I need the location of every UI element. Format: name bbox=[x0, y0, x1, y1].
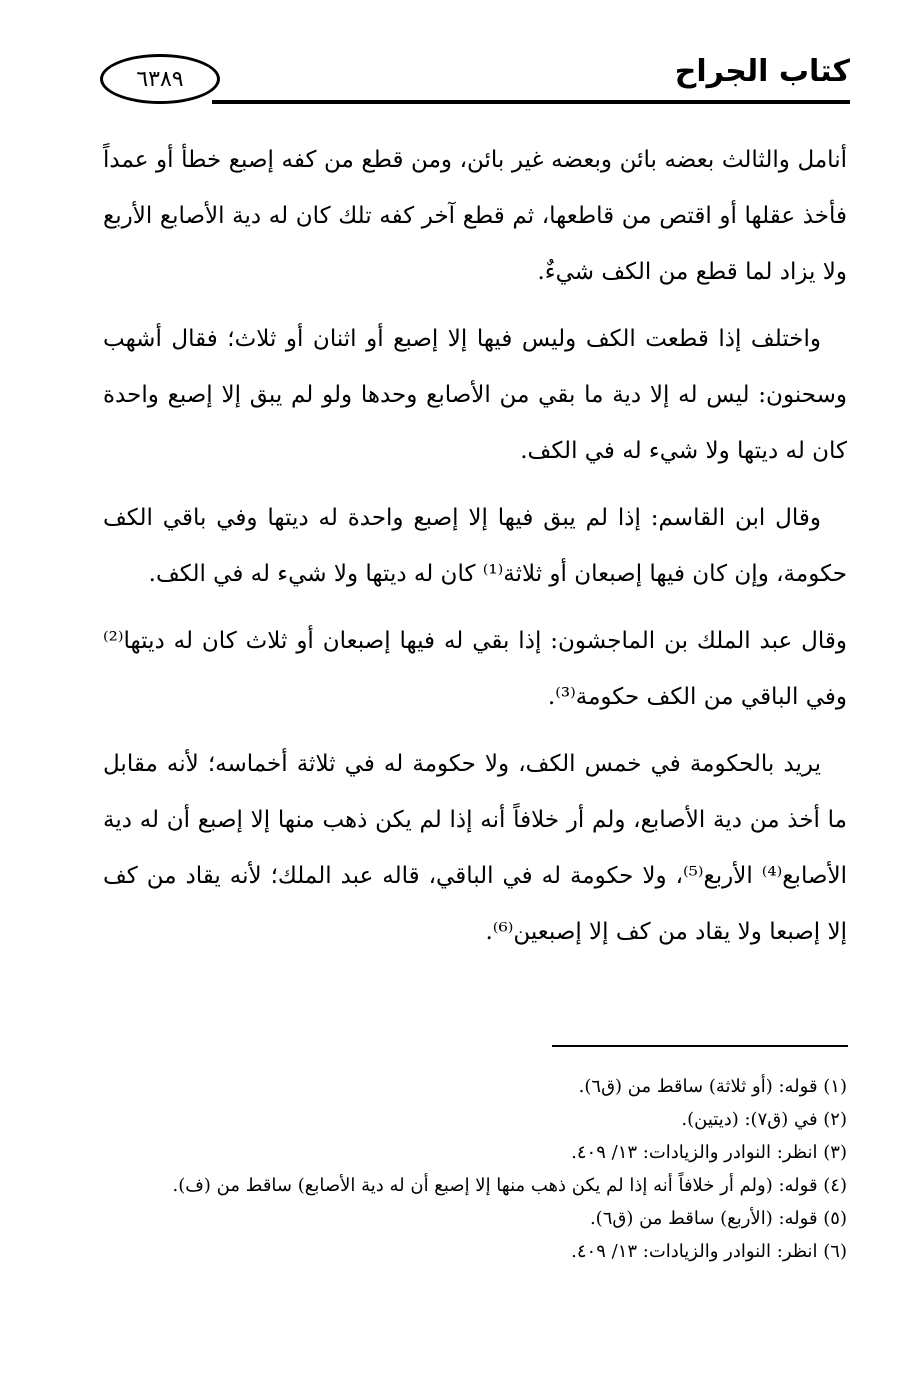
paragraph: واختلف إذا قطعت الكف وليس فيها إلا إصبع أو اثنان أو ثلاث؛ فقال أشهب وسحنون: ليس له إلا دية ما بقي من الأصابع وحدها ولو لم يبق إلا إصبع واحدة كان له ديتها ولا شيء له في الكف. bbox=[103, 326, 847, 464]
header-rule bbox=[212, 100, 850, 104]
footnote: (٦) انظر: النوادر والزيادات: ١٣/ ٤٠٩. bbox=[571, 1241, 847, 1262]
footnote: (٤) قوله: (ولم أر خلافاً أنه إذا لم يكن ذهب منها إلا إصبع أن له دية الأصابع) ساقط من (ف). bbox=[172, 1175, 847, 1196]
footnote: (٥) قوله: (الأربع) ساقط من (ق٦). bbox=[589, 1208, 847, 1229]
footnote: (١) قوله: (أو ثلاثة) ساقط من (ق٦). bbox=[578, 1076, 847, 1097]
paragraph: وقال عبد الملك بن الماجشون: إذا بقي له فيها إصبعان أو ثلاث كان له ديتها⁽²⁾ وفي الباقي من الكف حكومة⁽³⁾. bbox=[103, 628, 847, 710]
page-header bbox=[100, 48, 850, 118]
page-number: ٦٣٨٩ bbox=[100, 54, 220, 104]
footnote-separator bbox=[552, 1045, 848, 1047]
paragraph: أنامل والثالث بعضه بائن وبعضه غير بائن، ومن قطع من كفه إصبع خطأ أو عمداً فأخذ عقلها أو اقتص من قاطعها، ثم قطع آخر كفه تلك كان له دية الأصابع الأربع ولا يزاد لما قطع من الكف شيءٌ. bbox=[103, 147, 847, 285]
paragraph: وقال ابن القاسم: إذا لم يبق فيها إلا إصبع واحدة له ديتها وفي باقي الكف حكومة، وإن كان فيها إصبعان أو ثلاثة⁽¹⁾ كان له ديتها ولا شيء له في الكف. bbox=[103, 505, 847, 587]
paragraph: يريد بالحكومة في خمس الكف، ولا حكومة له في ثلاثة أخماسه؛ لأنه مقابل ما أخذ من دية الأصابع، ولم أر خلافاً أنه إذا لم يكن ذهب منها إلا إصبع أن له دية الأصابع⁽⁴⁾ الأربع⁽⁵⁾، ولا حكومة له في الباقي، قاله عبد الملك؛ لأنه يقاد من كف إلا إصبعا ولا يقاد من كف إلا إصبعين⁽⁶⁾. bbox=[103, 751, 847, 945]
footnotes bbox=[103, 1070, 847, 1268]
book-title: كتاب الجراح bbox=[674, 54, 850, 89]
footnote: (٢) في (ق٧): (ديتين). bbox=[681, 1109, 847, 1130]
footnote: (٣) انظر: النوادر والزيادات: ١٣/ ٤٠٩. bbox=[571, 1142, 847, 1163]
main-text bbox=[103, 132, 847, 971]
